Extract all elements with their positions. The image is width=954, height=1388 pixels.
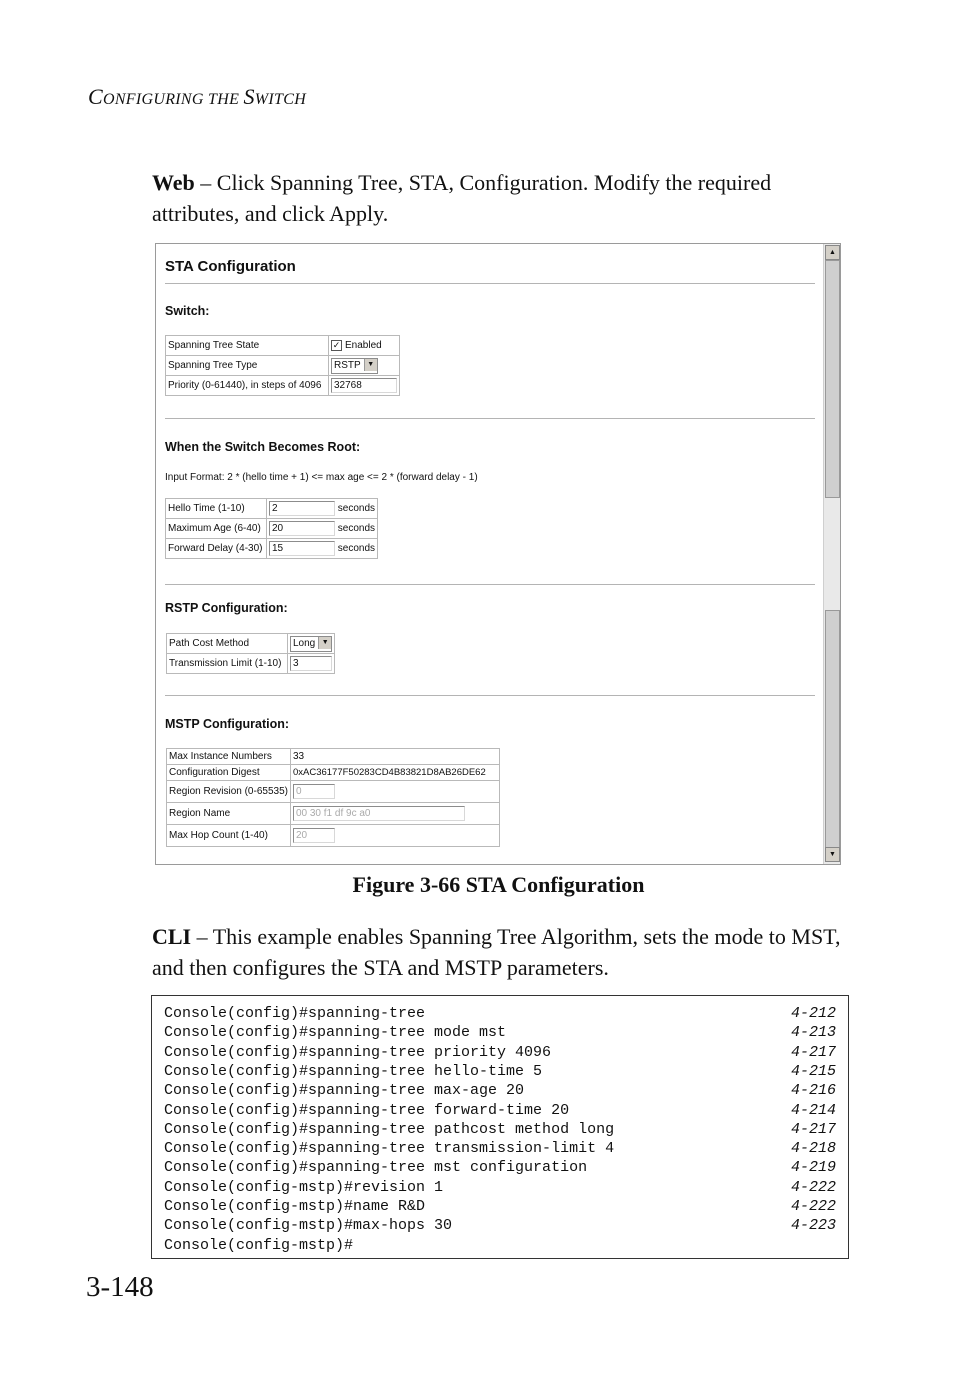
code-page-reference: 4-215 [790, 1062, 836, 1080]
code-page-reference: 4-213 [790, 1024, 836, 1042]
max-instance-label: Max Instance Numbers [167, 749, 291, 765]
code-command: Console(config)#spanning-tree max-age 20 [164, 1082, 525, 1100]
mstp-heading: MSTP Configuration: [165, 717, 290, 731]
divider [165, 418, 815, 419]
type-label: Spanning Tree Type [166, 356, 329, 376]
switch-heading: Switch: [165, 304, 210, 318]
code-line [164, 1179, 836, 1198]
table-row [167, 654, 335, 674]
root-heading: When the Switch Becomes Root: [165, 440, 361, 454]
code-line [164, 1140, 836, 1159]
header-word-2: WITCH [254, 91, 307, 108]
max-instance-value: 33 [290, 749, 499, 765]
running-header [88, 84, 306, 110]
code-command: Console(config)#spanning-tree mode mst [164, 1024, 507, 1042]
table-row [166, 519, 378, 539]
table-row [167, 749, 500, 765]
scroll-thumb-lower[interactable] [825, 610, 840, 848]
transmission-limit-input[interactable]: 3 [290, 656, 332, 671]
code-command: Console(config)#spanning-tree mst configuration [164, 1159, 588, 1177]
code-line [164, 1237, 836, 1256]
rstp-heading: RSTP Configuration: [165, 601, 288, 615]
chevron-down-icon: ▼ [318, 637, 331, 649]
path-cost-select[interactable] [290, 636, 332, 652]
code-command: Console(config-mstp)#name R&D [164, 1198, 426, 1215]
tree-type-value: RSTP [334, 359, 361, 371]
code-command: Console(config-mstp)# [164, 1236, 354, 1254]
code-page-reference: 4-222 [790, 1178, 836, 1196]
divider [165, 695, 815, 696]
code-page-reference: 4-222 [790, 1198, 836, 1215]
region-name-label: Region Name [167, 803, 291, 825]
path-cost-value: Long [293, 637, 316, 649]
table-row [167, 825, 500, 847]
table-row [167, 765, 500, 781]
path-cost-label: Path Cost Method [167, 634, 288, 654]
code-line [164, 1024, 836, 1043]
code-page-reference: 4-214 [790, 1101, 836, 1119]
divider [165, 283, 815, 284]
code-command: Console(config)#spanning-tree transmission-limit 4 [164, 1140, 615, 1158]
code-command: Console(config)#spanning-tree forward-time 20 [164, 1101, 570, 1119]
header-initial-s: S [243, 84, 255, 109]
enabled-checkbox[interactable]: ✓ [332, 339, 341, 350]
scrollbar[interactable] [823, 244, 840, 864]
code-page-reference: 4-217 [790, 1120, 836, 1138]
revision-label: Region Revision (0-65535) [167, 781, 291, 803]
max-hop-input[interactable]: 20 [293, 828, 335, 843]
table-row [167, 781, 500, 803]
table-row [166, 336, 400, 356]
priority-label: Priority (0-61440), in steps of 4096 [166, 376, 329, 396]
region-name-input[interactable]: 00 30 f1 df 9c a0 [293, 806, 465, 821]
code-line [164, 1005, 836, 1024]
code-page-reference: 4-216 [790, 1082, 836, 1100]
region-revision-input[interactable]: 0 [293, 784, 335, 799]
cli-lead: CLI [152, 924, 192, 949]
max-hop-label: Max Hop Count (1-40) [167, 825, 291, 847]
scroll-down-icon[interactable]: ▼ [825, 847, 840, 862]
forward-delay-input[interactable]: 15 [269, 541, 335, 556]
divider [165, 584, 815, 585]
table-row [166, 499, 378, 519]
root-table [165, 498, 378, 559]
web-instructions [152, 167, 842, 229]
scroll-up-icon[interactable]: ▲ [825, 245, 840, 260]
code-command: Console(config)#spanning-tree [164, 1005, 426, 1022]
table-row [166, 356, 400, 376]
code-command: Console(config)#spanning-tree pathcost method long [164, 1120, 615, 1138]
state-value: Enabled [345, 340, 382, 352]
code-line [164, 1102, 836, 1121]
digest-value: 0xAC36177F50283CD4B83821D8AB26DE62 [290, 765, 499, 781]
forward-delay-unit: seconds [337, 543, 376, 555]
tree-type-select[interactable] [331, 358, 378, 374]
state-label: Spanning Tree State [166, 336, 329, 356]
mstp-table [166, 748, 500, 847]
code-page-reference: 4-219 [790, 1159, 836, 1177]
code-command: Console(config-mstp)#revision 1 [164, 1178, 444, 1196]
code-line [164, 1121, 836, 1140]
figure-caption: Figure 3-66 STA Configuration [352, 872, 645, 897]
screen-title: STA Configuration [165, 258, 296, 275]
table-row [167, 634, 335, 654]
scroll-thumb-upper[interactable] [825, 260, 840, 498]
web-text: – Click Spanning Tree, STA, Configuration. Modify the required attributes, and click Apply. [152, 170, 772, 226]
hello-unit: seconds [337, 503, 376, 515]
header-word-1: ONFIGURING THE [102, 91, 244, 108]
hello-label: Hello Time (1-10) [166, 499, 267, 519]
code-line [164, 1044, 836, 1063]
forward-delay-label: Forward Delay (4-30) [166, 539, 267, 559]
code-line [164, 1217, 836, 1236]
code-command: Console(config-mstp)#max-hops 30 [164, 1217, 453, 1235]
web-lead: Web [152, 170, 195, 195]
table-row [166, 376, 400, 396]
digest-label: Configuration Digest [167, 765, 291, 781]
priority-input[interactable]: 32768 [331, 378, 397, 393]
chevron-down-icon: ▼ [364, 359, 377, 371]
hello-time-input[interactable]: 2 [269, 501, 335, 516]
input-format-note: Input Format: 2 * (hello time + 1) <= max age <= 2 * (forward delay - 1) [165, 472, 478, 483]
sta-configuration-screenshot [155, 243, 841, 865]
code-line [164, 1198, 836, 1217]
cli-code-block [151, 995, 849, 1259]
switch-table [165, 335, 400, 396]
code-line [164, 1063, 836, 1082]
header-initial-c: C [88, 84, 103, 109]
cli-text: – This example enables Spanning Tree Algorithm, sets the mode to MST, and then configures the STA and MSTP parameters. [152, 924, 841, 980]
code-page-reference: 4-223 [790, 1217, 836, 1235]
table-row [167, 803, 500, 825]
code-page-reference: 4-212 [790, 1005, 836, 1022]
transmission-limit-label: Transmission Limit (1-10) [167, 654, 288, 674]
page-number: 3-148 [86, 1271, 154, 1303]
cli-instructions [152, 921, 842, 983]
code-page-reference: 4-217 [790, 1043, 836, 1061]
max-age-input[interactable]: 20 [269, 521, 335, 536]
max-age-unit: seconds [337, 523, 376, 535]
code-command: Console(config)#spanning-tree priority 4096 [164, 1043, 552, 1061]
code-line [164, 1082, 836, 1101]
code-line [164, 1159, 836, 1178]
table-row [166, 539, 378, 559]
code-command: Console(config)#spanning-tree hello-time 5 [164, 1062, 543, 1080]
rstp-table [166, 633, 335, 674]
code-page-reference: 4-218 [790, 1140, 836, 1158]
max-age-label: Maximum Age (6-40) [166, 519, 267, 539]
